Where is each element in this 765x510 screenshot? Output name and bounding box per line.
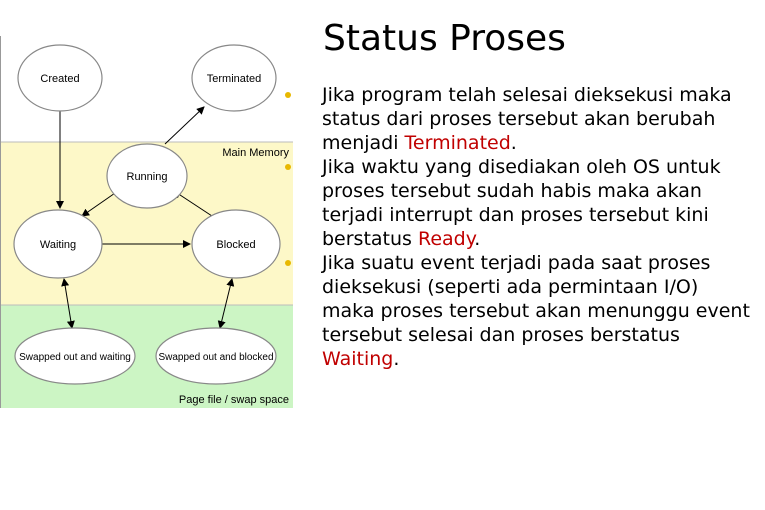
node-swapped-waiting xyxy=(15,328,135,384)
process-state-diagram xyxy=(0,36,293,408)
bullet-dot-icon xyxy=(285,92,291,98)
node-running xyxy=(107,144,187,208)
node-created-label: Created xyxy=(40,73,80,85)
node-swapped-waiting-label: Swapped out and waiting xyxy=(19,352,131,363)
main-memory-label: Main Memory xyxy=(222,147,289,159)
bullet-text: Jika waktu yang disediakan oleh OS untuk proses tersebut sudah habis maka akan terjadi interrupt dan proses tersebut kini berstatus xyxy=(322,156,721,250)
bullet-highlight: Terminated xyxy=(404,132,511,154)
node-waiting xyxy=(14,210,102,278)
node-swapped-blocked xyxy=(156,328,276,384)
node-created xyxy=(18,45,102,111)
swap-space-label: Page file / swap space xyxy=(178,394,289,406)
bullet-text: Jika program telah selesai dieksekusi maka status dari proses tersebut akan berubah menjadi xyxy=(322,84,732,154)
node-terminated-label: Terminated xyxy=(206,73,262,85)
bullet-text: Jika suatu event terjadi pada saat proses dieksekusi (seperti ada permintaan I/O) maka proses tersebut akan menunggu event tersebut selesai dan proses berstatus xyxy=(322,252,750,346)
page-title: Status Proses xyxy=(323,18,566,59)
bullet-item xyxy=(285,251,755,371)
bullet-end: . xyxy=(474,228,481,250)
node-swapped-blocked-label: Swapped out and blocked xyxy=(158,352,274,363)
node-terminated xyxy=(192,45,276,111)
node-blocked xyxy=(192,210,280,278)
node-blocked-label: Blocked xyxy=(216,239,256,251)
node-running-label: Running xyxy=(126,171,168,183)
bullet-end: . xyxy=(393,348,400,370)
bullet-highlight: Waiting xyxy=(322,348,394,370)
bullet-list xyxy=(285,83,755,371)
bullet-dot-icon xyxy=(285,260,291,266)
bullet-item xyxy=(285,155,755,251)
bullet-end: . xyxy=(510,132,517,154)
node-waiting-label: Waiting xyxy=(39,239,77,251)
bullet-highlight: Ready xyxy=(417,228,475,250)
bullet-dot-icon xyxy=(285,164,291,170)
bullet-item xyxy=(285,83,755,155)
